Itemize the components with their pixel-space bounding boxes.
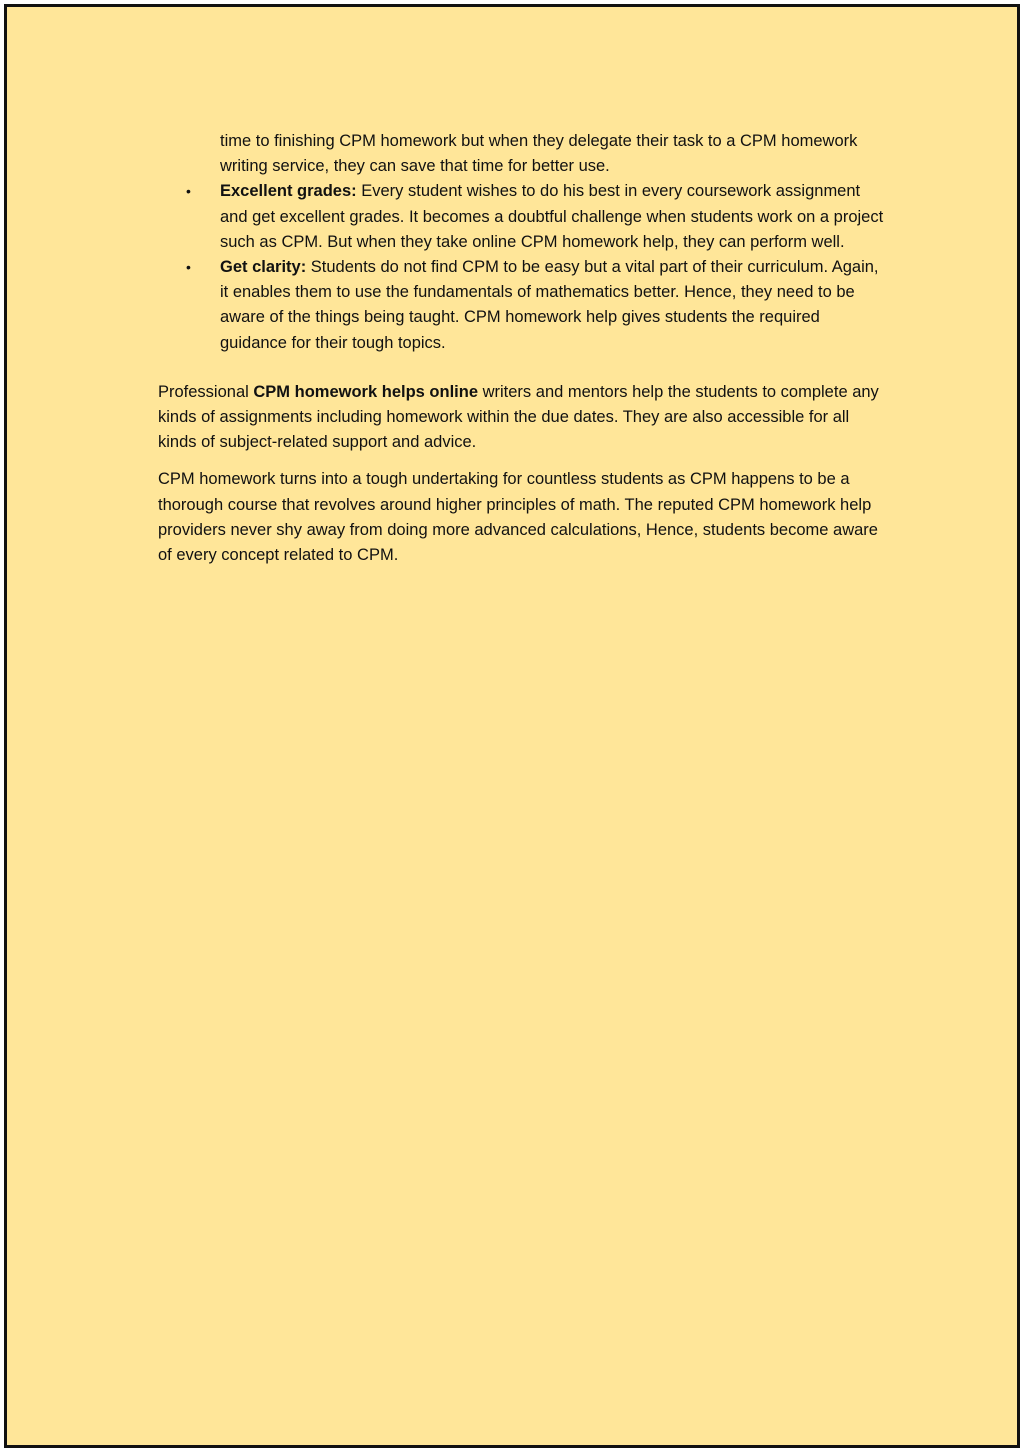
- list-item-text: Every student wishes to do his best in every coursework assignment and get excellent grades. It becomes a doubtful challenge when students work on a project such as CPM. But when they take online CPM homework help, they can perform well.: [220, 182, 884, 251]
- paragraph-professional-help: [158, 380, 888, 456]
- document-body: [158, 129, 888, 568]
- bullet-icon: •: [186, 259, 191, 276]
- paragraph-cpm-course: CPM homework turns into a tough undertaking for countless students as CPM happens to be a thorough course that revolves around higher principles of math. The reputed CPM homework help providers never shy away from doing more advanced calculations, Hence, students become aware of every concept related to CPM.: [158, 470, 878, 565]
- keyword-link-text: CPM homework helps online: [253, 382, 479, 401]
- bullet-icon: •: [186, 183, 191, 200]
- list-item-heading: Get clarity:: [220, 258, 307, 277]
- list-item-text: Students do not find CPM to be easy but a vital part of their curriculum. Again, it enables them to use the fundamentals of mathematics better. Hence, they need to be aware of the things being taught. CPM homework help gives students the required guidance for their tough topics.: [220, 258, 879, 352]
- document-page: [4, 4, 1020, 1448]
- list-item: [158, 129, 888, 179]
- paragraph-text: writers and mentors help the students to complete any kinds of assignments including homework within the due dates. They are also accessible for all kinds of subject-related support and advice.: [158, 382, 879, 452]
- paragraph-text: Professional: [158, 382, 254, 401]
- list-item-heading: Excellent grades:: [220, 182, 357, 201]
- list-item: [158, 255, 888, 356]
- benefits-list: [158, 129, 888, 356]
- list-item-text: time to finishing CPM homework but when they delegate their task to a CPM homework writing service, they can save that time for better use.: [220, 132, 858, 176]
- list-item: [158, 179, 888, 255]
